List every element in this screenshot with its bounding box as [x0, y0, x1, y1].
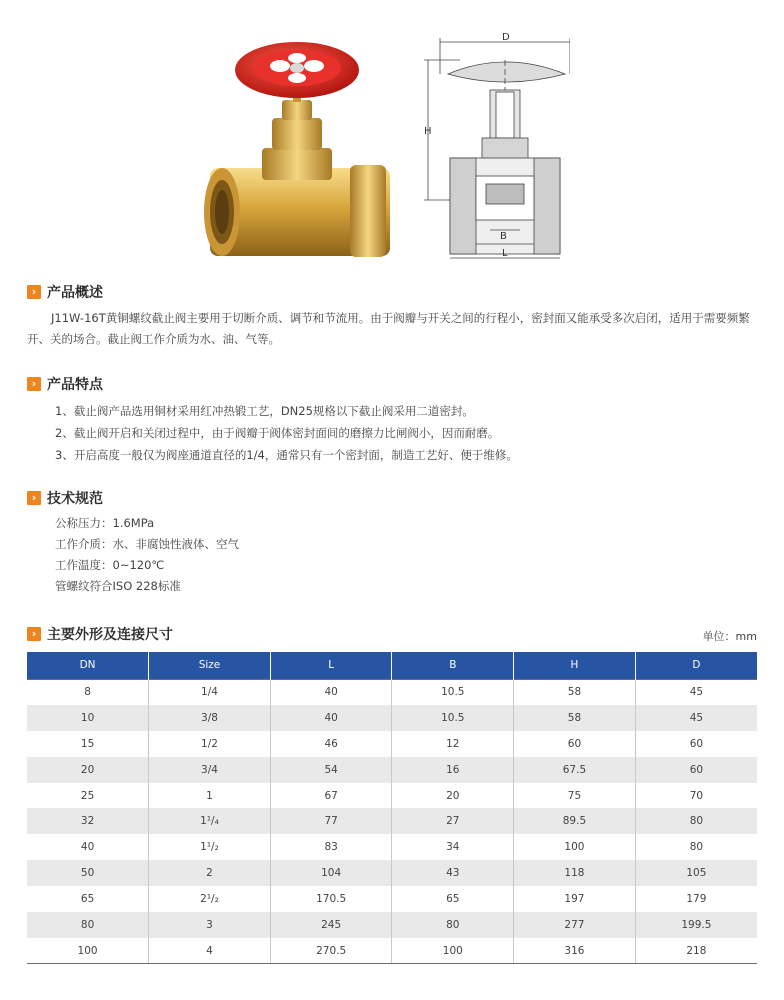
chevron-right-icon — [27, 627, 41, 641]
table-cell: 25 — [80, 789, 95, 802]
dim-label-d: D — [502, 32, 510, 43]
dimensions-table — [27, 652, 757, 964]
table-cell: 54 — [270, 757, 392, 783]
table-cell: 50 — [27, 860, 149, 886]
table-cell: 1¹/₄ — [149, 808, 271, 834]
table-cell: 27 — [392, 808, 514, 834]
table-cell: 80 — [635, 808, 757, 834]
table-row — [27, 860, 757, 886]
table-row — [27, 731, 757, 757]
specs-list — [55, 513, 239, 597]
table-cell: 100 — [392, 938, 514, 964]
table-cell: 118 — [514, 860, 636, 886]
features-heading — [27, 374, 103, 394]
table-cell: 15 — [80, 737, 95, 750]
table-cell: 34 — [392, 834, 514, 860]
table-cell: 2¹/₂ — [149, 886, 271, 912]
table-cell: 45 — [635, 679, 757, 705]
column-header: H — [514, 652, 636, 679]
spec-item: 工作介质：水、非腐蚀性液体、空气 — [55, 537, 239, 551]
dim-label-l: L — [502, 248, 508, 259]
table-cell: 77 — [270, 808, 392, 834]
table-cell: 83 — [270, 834, 392, 860]
table-header-row — [27, 652, 757, 679]
valve-photo — [200, 30, 390, 265]
table-row — [27, 808, 757, 834]
table-cell: 46 — [270, 731, 392, 757]
table-cell: 43 — [392, 860, 514, 886]
table-cell: 100 — [27, 938, 149, 964]
table-cell: 60 — [635, 731, 757, 757]
table-cell: 3/4 — [149, 757, 271, 783]
column-header: L — [270, 652, 392, 679]
table-row — [27, 757, 757, 783]
chevron-right-icon — [27, 377, 41, 391]
table-cell: 197 — [514, 886, 636, 912]
spec-item: 公称压力：1.6MPa — [55, 516, 155, 530]
feature-item: 1、截止阀产品选用铜材采用红冲热锻工艺，DN25规格以下截止阀采用二道密封。 — [55, 404, 474, 418]
table-row — [27, 912, 757, 938]
table-cell: 12 — [392, 731, 514, 757]
specs-title: 技术规范 — [47, 491, 103, 507]
spec-item: 管螺纹符合ISO 228标准 — [55, 579, 181, 593]
table-cell: 100 — [514, 834, 636, 860]
table-cell: 58 — [514, 705, 636, 731]
table-cell: 75 — [514, 783, 636, 809]
table-cell: 1¹/₂ — [149, 834, 271, 860]
overview-text: J11W-16T黄铜螺纹截止阀主要用于切断介质、调节和节流用。由于阀瓣与开关之间的行程小，密封面又能承受多次启闭，适用于需要频繁开、关的场合。截止阀工作介质为水、油、气等。 — [27, 311, 750, 346]
table-cell: 65 — [392, 886, 514, 912]
chevron-right-icon — [27, 491, 41, 505]
column-header: Size — [149, 652, 271, 679]
table-cell: 89.5 — [514, 808, 636, 834]
overview-title: 产品概述 — [47, 285, 103, 301]
table-cell: 80 — [27, 912, 149, 938]
table-cell: 2 — [149, 860, 271, 886]
table-cell: 20 — [392, 783, 514, 809]
feature-item: 3、开启高度一般仅为阀座通道直径的1/4，通常只有一个密封面，制造工艺好、便于维修。 — [55, 448, 518, 462]
table-cell: 3 — [149, 912, 271, 938]
table-cell: 277 — [514, 912, 636, 938]
table-cell: 40 — [270, 705, 392, 731]
chevron-right-icon — [27, 285, 41, 299]
table-cell: 45 — [635, 705, 757, 731]
dim-label-b: B — [500, 231, 507, 242]
feature-item: 2、截止阀开启和关闭过程中，由于阀瓣于阀体密封面间的磨擦力比闸阀小，因而耐磨。 — [55, 426, 500, 440]
dimensions-heading — [27, 624, 173, 644]
features-title: 产品特点 — [47, 377, 103, 393]
table-cell: 80 — [635, 834, 757, 860]
table-cell: 10.5 — [392, 679, 514, 705]
table-cell: 1/4 — [149, 679, 271, 705]
column-header: D — [635, 652, 757, 679]
table-cell: 16 — [392, 757, 514, 783]
table-cell: 1/2 — [149, 731, 271, 757]
table-row — [27, 834, 757, 860]
table-cell: 170.5 — [270, 886, 392, 912]
table-cell: 3/8 — [149, 705, 271, 731]
table-cell: 179 — [635, 886, 757, 912]
features-list — [55, 400, 518, 466]
table-cell: 70 — [635, 783, 757, 809]
column-header: B — [392, 652, 514, 679]
table-cell: 245 — [270, 912, 392, 938]
table-cell: 8 — [27, 679, 149, 705]
table-cell: 40 — [80, 841, 95, 854]
table-cell: 218 — [635, 938, 757, 964]
table-row — [27, 783, 757, 809]
table-row — [27, 938, 757, 964]
table-cell: 20 — [27, 757, 149, 783]
column-header: DN — [27, 652, 149, 679]
dimensions-title: 主要外形及连接尺寸 — [47, 627, 173, 643]
table-cell: 270.5 — [270, 938, 392, 964]
table-cell: 104 — [270, 860, 392, 886]
table-cell: 32 — [27, 808, 149, 834]
table-row — [27, 679, 757, 705]
table-cell: 60 — [514, 731, 636, 757]
overview-heading — [27, 282, 103, 302]
table-cell: 105 — [635, 860, 757, 886]
table-cell: 65 — [80, 893, 95, 906]
table-cell: 40 — [270, 679, 392, 705]
table-cell: 10 — [27, 705, 149, 731]
table-cell: 67.5 — [514, 757, 636, 783]
valve-technical-drawing — [420, 30, 570, 262]
unit-label: 单位：mm — [702, 630, 757, 643]
table-row — [27, 705, 757, 731]
dim-label-h: H — [424, 126, 432, 137]
table-cell: 1 — [149, 783, 271, 809]
specs-heading — [27, 488, 103, 508]
table-cell: 4 — [149, 938, 271, 964]
table-cell: 67 — [270, 783, 392, 809]
table-cell: 316 — [514, 938, 636, 964]
spec-item: 工作温度：0~120℃ — [55, 558, 165, 572]
table-cell: 199.5 — [635, 912, 757, 938]
table-cell: 58 — [514, 679, 636, 705]
table-cell: 80 — [392, 912, 514, 938]
table-cell: 60 — [635, 757, 757, 783]
table-row — [27, 886, 757, 912]
product-images — [0, 0, 784, 270]
table-cell: 10.5 — [392, 705, 514, 731]
